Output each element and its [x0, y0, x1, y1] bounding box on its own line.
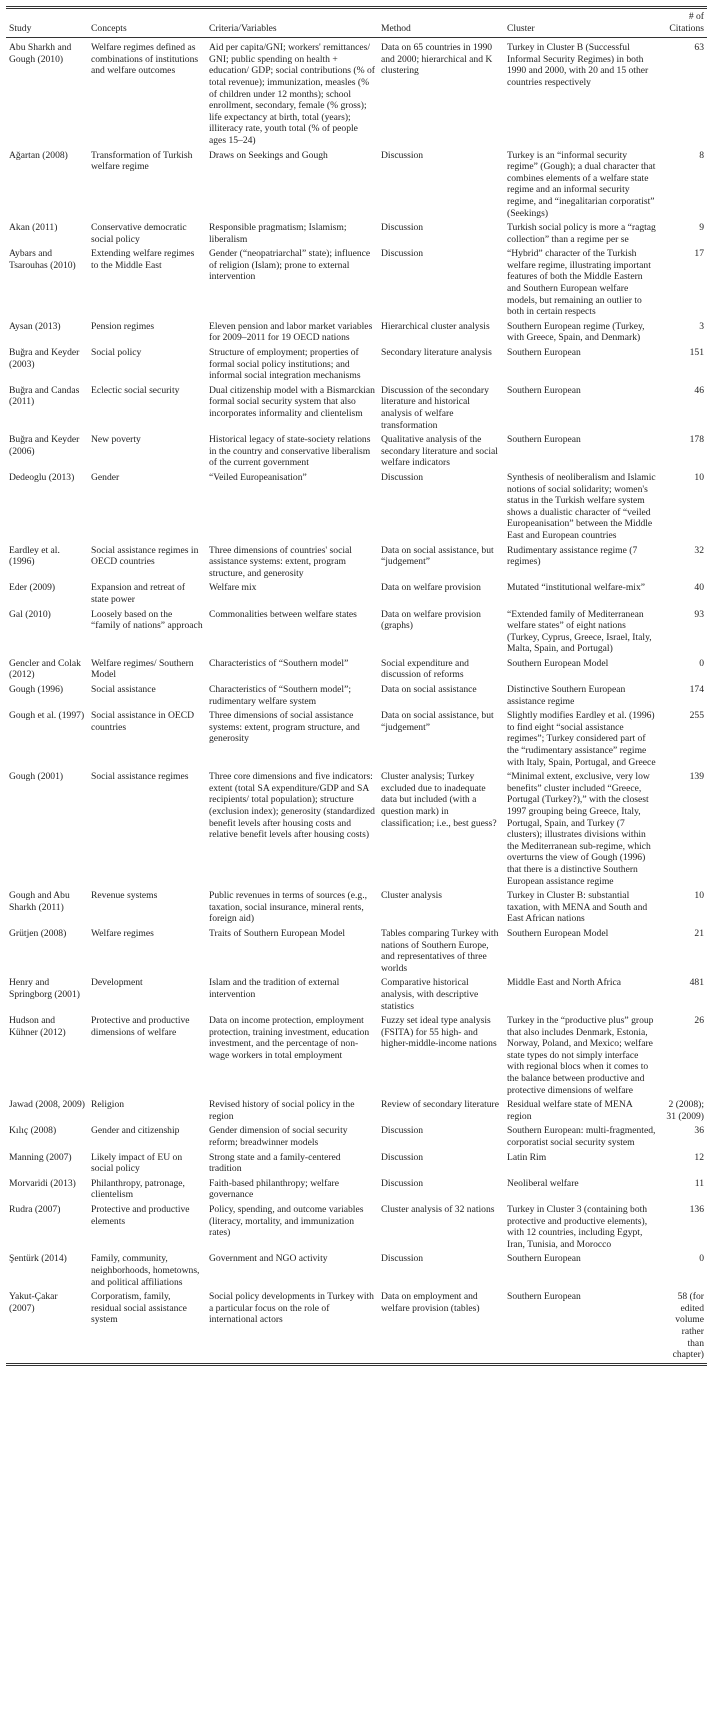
method-cell: Discussion: [381, 471, 424, 483]
cluster-cell: Distinctive Southern European assistance regime: [507, 684, 626, 707]
cluster-cell: Southern European Model: [507, 927, 609, 939]
criteria-cell: Gender dimension of social security reform; breadwinner models: [209, 1125, 348, 1149]
study-cell: Gough (2001): [9, 771, 64, 783]
concepts-cell: Pension regimes: [91, 320, 155, 332]
table-row: [6, 657, 707, 683]
criteria-cell: Historical legacy of state-society relations in the country and conservative liberalism of the current government: [209, 434, 371, 469]
study-cell: Gough and Abu Sharkh (2011): [9, 890, 70, 913]
table-row: [6, 581, 707, 607]
method-cell: Fuzzy set ideal type analysis (FSITA) for 55 high- and higher-middle-income nations: [381, 1015, 497, 1050]
concepts-cell: Gender and citizenship: [91, 1125, 180, 1137]
table-row: [6, 346, 707, 384]
concepts-cell: Development: [91, 977, 143, 989]
cluster-cell: Southern European: multi-fragmented, corporatist social security system: [507, 1125, 656, 1149]
cluster-cell: Neoliberal welfare: [507, 1177, 579, 1189]
criteria-cell: Government and NGO activity: [209, 1253, 328, 1265]
criteria-cell: “Veiled Europeanisation”: [209, 471, 307, 483]
citations-cell: 26: [694, 1015, 704, 1027]
method-cell: Social expenditure and discussion of reforms: [381, 657, 469, 681]
criteria-cell: Draws on Seekings and Gough: [209, 149, 328, 161]
cluster-cell: Synthesis of neoliberalism and Islamic notions of social solidarity; women's status in the Turkish welfare system shows a dualistic character of “veiled Europeanisation” between the Middle East and European countries: [507, 471, 656, 541]
table-row: [6, 770, 707, 889]
criteria-cell: Policy, spending, and outcome variables (literacy, mortality, and immunization rates): [209, 1204, 364, 1239]
citations-cell: 58 (for edited volume rather than chapter): [672, 1291, 704, 1361]
concepts-cell: Conservative democratic social policy: [91, 222, 187, 245]
study-cell: Buğra and Keyder (2003): [9, 347, 80, 370]
table-row: [6, 1124, 707, 1150]
criteria-cell: Gender (“neopatriarchal” state); influence of religion (Islam); prone to external intervention: [209, 248, 371, 283]
study-cell: Gough (1996): [9, 684, 64, 696]
method-cell: Tables comparing Turkey with nations of Southern Europe, and representatives of three worlds: [381, 927, 499, 974]
study-cell: Kılıç (2008): [9, 1125, 57, 1137]
citations-cell: 40: [694, 582, 704, 594]
method-cell: Data on social assistance, but “judgement”: [381, 710, 494, 733]
table-row: [6, 976, 707, 1014]
study-cell: Morvaridi (2013): [9, 1177, 76, 1189]
cluster-cell: Turkish social policy is more a “ragtag collection” than a regime per se: [507, 222, 656, 245]
study-cell: Jawad (2008, 2009): [9, 1099, 85, 1111]
criteria-cell: Structure of employment; properties of formal social policy institutions; and informal social integration mechanisms: [209, 347, 361, 382]
citations-cell: 0: [699, 1253, 704, 1265]
criteria-cell: Faith-based philanthropy; welfare governance: [209, 1177, 340, 1201]
cluster-cell: “Minimal extent, exclusive, very low benefits” cluster included “Greece, Portugal (Turkey?),” with the closest 1997 grouping being Greece, Italy, Portugal, Spain, and Turkey (7 clusters); illustrates divisions within the Mediterranean sub-regime, which overturns the view of Gough (1996) that there is a distinctive Southern European assistance regime: [507, 771, 651, 887]
criteria-cell: Characteristics of “Southern model”: [209, 657, 349, 669]
cluster-cell: Southern European: [507, 347, 581, 359]
concepts-cell: Social assistance in OECD countries: [91, 710, 195, 733]
method-cell: Hierarchical cluster analysis: [381, 320, 490, 332]
criteria-cell: Islam and the tradition of external intervention: [209, 977, 340, 1000]
citations-cell: 21: [694, 927, 704, 939]
table-row: [6, 889, 707, 927]
cluster-cell: Rudimentary assistance regime (7 regimes): [507, 544, 638, 568]
concepts-cell: Gender: [91, 471, 120, 483]
study-cell: Yakut-Çakar (2007): [9, 1291, 58, 1314]
cluster-cell: Residual welfare state of MENA region: [507, 1099, 633, 1122]
table-row: [6, 149, 707, 222]
citations-cell: 2 (2008); 31 (2009): [666, 1099, 704, 1122]
table-row: [6, 433, 707, 471]
method-cell: Secondary literature analysis: [381, 347, 492, 359]
criteria-cell: Responsible pragmatism; Islamism; liberalism: [209, 222, 347, 245]
cluster-cell: Turkey is an “informal security regime” (Gough); a dual character that combines elements of a welfare state regime and an informal security regime, and “inegalitarian corporatist” (Seekings): [507, 149, 656, 219]
study-cell: Gough et al. (1997): [9, 710, 85, 722]
method-cell: Discussion: [381, 222, 424, 234]
citations-cell: 46: [694, 384, 704, 396]
citations-cell: 10: [694, 471, 704, 483]
study-cell: Henry and Springborg (2001): [9, 977, 80, 1000]
concepts-cell: Welfare regimes: [91, 927, 154, 939]
header-method: Method: [378, 9, 504, 38]
method-cell: Cluster analysis: [381, 890, 443, 902]
concepts-cell: Religion: [91, 1099, 125, 1111]
method-cell: Qualitative analysis of the secondary literature and social welfare indicators: [381, 434, 498, 469]
cluster-cell: Turkey in Cluster B: substantial taxation, with MENA and South and East African nations: [507, 890, 648, 925]
table-row: [6, 471, 707, 544]
citations-cell: 139: [689, 771, 704, 783]
cluster-cell: Southern European: [507, 384, 581, 396]
cluster-cell: Southern European: [507, 1291, 581, 1303]
header-cluster: Cluster: [504, 9, 660, 38]
table-row: [6, 1203, 707, 1252]
table-row: [6, 247, 707, 320]
citations-cell: 174: [689, 684, 704, 696]
cluster-cell: Southern European: [507, 1253, 581, 1265]
table-row: [6, 709, 707, 770]
study-cell: Eardley et al. (1996): [9, 544, 60, 568]
cluster-cell: Southern European: [507, 434, 581, 446]
study-cell: Akan (2011): [9, 222, 58, 234]
study-cell: Aysan (2013): [9, 320, 61, 332]
table-row: [6, 1252, 707, 1290]
cluster-cell: Southern European Model: [507, 657, 609, 669]
method-cell: Data on employment and welfare provision (tables): [381, 1291, 480, 1314]
concepts-cell: Corporatism, family, residual social assistance system: [91, 1291, 187, 1326]
study-cell: Şentürk (2014): [9, 1253, 67, 1265]
study-cell: Manning (2007): [9, 1151, 72, 1163]
concepts-cell: New poverty: [91, 434, 141, 446]
table-row: [6, 544, 707, 582]
criteria-cell: Commonalities between welfare states: [209, 608, 357, 620]
criteria-cell: Public revenues in terms of sources (e.g., taxation, social insurance, mineral rents, foreign aid): [209, 890, 367, 925]
table-row: [6, 1098, 707, 1124]
method-cell: Discussion: [381, 149, 424, 161]
criteria-cell: Aid per capita/GNI; workers' remittances/ GNI; public spending on health + education/ GDP; social contributions (% of total revenue); immunization, measles (% of children under 12 months); school enrollment, secondary, female (% gross); life expectancy at birth, total (years); illiteracy rate, youth total (% of people ages 15–24): [209, 42, 375, 146]
concepts-cell: Transformation of Turkish welfare regime: [91, 149, 193, 173]
concepts-cell: Extending welfare regimes to the Middle East: [91, 248, 195, 271]
criteria-cell: Welfare mix: [209, 582, 257, 594]
cluster-cell: “Hybrid” character of the Turkish welfare regime, illustrating important features of both the Middle Eastern and Southern European welfare models, but remaining an outlier to both in certain respects: [507, 248, 651, 318]
method-cell: Cluster analysis of 32 nations: [381, 1204, 495, 1215]
header-citations: # of Citations: [660, 9, 707, 38]
method-cell: Discussion: [381, 1177, 424, 1189]
criteria-cell: Eleven pension and labor market variables for 2009–2011 for 19 OECD nations: [209, 320, 373, 344]
citations-cell: 151: [689, 347, 704, 359]
citations-cell: 178: [689, 434, 704, 446]
concepts-cell: Philanthropy, patronage, clientelism: [91, 1177, 185, 1201]
method-cell: Data on welfare provision: [381, 582, 481, 594]
study-cell: Gal (2010): [9, 608, 51, 620]
citations-cell: 481: [689, 977, 704, 989]
citations-cell: 3: [699, 320, 704, 332]
concepts-cell: Protective and productive elements: [91, 1204, 190, 1227]
citations-cell: 136: [689, 1204, 704, 1215]
citations-cell: 12: [694, 1151, 704, 1163]
header-concepts: Concepts: [88, 9, 206, 38]
table-row: [6, 221, 707, 247]
concepts-cell: Social assistance: [91, 684, 156, 696]
cluster-cell: Middle East and North Africa: [507, 977, 622, 989]
concepts-cell: Family, community, neighborhoods, hometowns, and political affiliations: [91, 1253, 200, 1288]
concepts-cell: Likely impact of EU on social policy: [91, 1151, 183, 1175]
citations-cell: 93: [694, 608, 704, 620]
study-cell: Gencler and Colak (2012): [9, 657, 81, 681]
citations-cell: 17: [694, 248, 704, 260]
table-row: [6, 320, 707, 346]
criteria-cell: Revised history of social policy in the region: [209, 1099, 355, 1122]
concepts-cell: Revenue systems: [91, 890, 158, 902]
table-row: [6, 1290, 707, 1363]
cluster-cell: Mutated “institutional welfare-mix”: [507, 582, 645, 594]
header-criteria: Criteria/Variables: [206, 9, 378, 38]
method-cell: Data on welfare provision (graphs): [381, 608, 481, 632]
header-study: Study: [6, 9, 88, 38]
concepts-cell: Loosely based on the “family of nations” approach: [91, 608, 203, 632]
method-cell: Data on social assistance: [381, 684, 477, 696]
table-row: [6, 683, 707, 709]
table-row: [6, 608, 707, 657]
method-cell: Discussion of the secondary literature and historical analysis of welfare transformation: [381, 384, 489, 431]
cluster-cell: “Extended family of Mediterranean welfare states” of eight nations (Turkey, Cyprus, Greece, Israel, Italy, Malta, Spain, and Portugal): [507, 608, 652, 655]
table-row: [6, 1151, 707, 1177]
method-cell: Discussion: [381, 248, 424, 260]
cluster-cell: Southern European regime (Turkey, with Greece, Spain, and Denmark): [507, 320, 645, 344]
method-cell: Discussion: [381, 1253, 424, 1265]
table-header-row: [6, 9, 707, 38]
concepts-cell: Protective and productive dimensions of welfare: [91, 1015, 190, 1038]
criteria-cell: Three core dimensions and five indicators: extent (total SA expenditure/GDP and SA recipients/ total population); structure (exclusion index); generosity (standardized benefit levels after housing costs and relative benefit levels after housing costs): [209, 771, 375, 841]
study-cell: Buğra and Candas (2011): [9, 384, 80, 408]
study-cell: Buğra and Keyder (2006): [9, 434, 80, 457]
method-cell: Discussion: [381, 1125, 424, 1137]
study-cell: Aybars and Tsarouhas (2010): [9, 248, 76, 271]
welfare-regime-studies-table: [6, 9, 707, 1363]
study-cell: Grütjen (2008): [9, 927, 67, 939]
concepts-cell: Social assistance regimes: [91, 771, 189, 783]
method-cell: Comparative historical analysis, with descriptive statistics: [381, 977, 479, 1012]
criteria-cell: Three dimensions of countries' social assistance systems: extent, program structure, and generosity: [209, 544, 352, 579]
table-bottom-rule: [6, 1363, 707, 1366]
citations-cell: 36: [694, 1125, 704, 1137]
criteria-cell: Data on income protection, employment protection, training investment, education investment, and the percentage of non-wage workers in total employment: [209, 1015, 370, 1061]
cluster-cell: Turkey in Cluster B (Successful Informal Security Regimes) in both 1990 and 2000, with 20 and 15 other countries respectively: [507, 42, 649, 88]
table-row: [6, 384, 707, 433]
concepts-cell: Social assistance regimes in OECD countries: [91, 544, 199, 568]
method-cell: Cluster analysis; Turkey excluded due to inadequate data but included (with a question mark) in classification; i.e., best guess?: [381, 771, 497, 829]
citations-cell: 255: [689, 710, 704, 722]
concepts-cell: Social policy: [91, 347, 142, 359]
concepts-cell: Welfare regimes/ Southern Model: [91, 657, 194, 681]
cluster-cell: Slightly modifies Eardley et al. (1996) to find eight “social assistance regimes”; Turkey considered part of the “rudimentary assistance” regime with Italy, Spain, Portugal, and Greece: [507, 710, 656, 768]
method-cell: Discussion: [381, 1151, 424, 1163]
table-row: [6, 1014, 707, 1098]
method-cell: Data on social assistance, but “judgement”: [381, 544, 494, 568]
citations-cell: 10: [694, 890, 704, 902]
cluster-cell: Turkey in the “productive plus” group that also includes Denmark, Estonia, Norway, Poland, and Mexico; welfare state types do not simply interface with regional blocs when it comes to the balance between productive and protective dimensions of welfare: [507, 1015, 654, 1096]
criteria-cell: Characteristics of “Southern model”; rudimentary welfare system: [209, 684, 351, 707]
study-cell: Rudra (2007): [9, 1204, 61, 1215]
study-cell: Hudson and Kühner (2012): [9, 1015, 66, 1038]
method-cell: Data on 65 countries in 1990 and 2000; hierarchical and K clustering: [381, 42, 493, 77]
citations-cell: 0: [699, 657, 704, 669]
study-cell: Dedeoglu (2013): [9, 471, 75, 483]
criteria-cell: Three dimensions of social assistance systems: extent, program structure, and generosity: [209, 710, 360, 745]
criteria-cell: Dual citizenship model with a Bismarckian formal social security system that also incorporates informality and clientelism: [209, 384, 375, 419]
cluster-cell: Turkey in Cluster 3 (containing both protective and productive elements), with 12 countries, including Egypt, Iran, Tunisia, and Morocco: [507, 1204, 648, 1250]
citations-cell: 11: [694, 1177, 704, 1189]
concepts-cell: Expansion and retreat of state power: [91, 582, 186, 605]
cluster-cell: Latin Rim: [507, 1151, 547, 1163]
table-row: [6, 927, 707, 976]
concepts-cell: Eclectic social security: [91, 384, 180, 396]
citations-cell: 8: [699, 149, 704, 161]
citations-cell: 63: [694, 42, 704, 54]
concepts-cell: Welfare regimes defined as combinations of institutions and welfare outcomes: [91, 42, 199, 77]
table-row: [6, 38, 707, 149]
criteria-cell: Social policy developments in Turkey with a particular focus on the role of international actors: [209, 1291, 374, 1326]
criteria-cell: Strong state and a family-centered tradition: [209, 1151, 341, 1175]
criteria-cell: Traits of Southern European Model: [209, 927, 346, 939]
study-cell: Ağartan (2008): [9, 149, 68, 161]
citations-cell: 32: [694, 544, 704, 556]
method-cell: Review of secondary literature: [381, 1099, 500, 1111]
study-cell: Eder (2009): [9, 582, 56, 594]
table-row: [6, 1177, 707, 1203]
citations-cell: 9: [699, 222, 704, 234]
study-cell: Abu Sharkh and Gough (2010): [9, 42, 72, 65]
